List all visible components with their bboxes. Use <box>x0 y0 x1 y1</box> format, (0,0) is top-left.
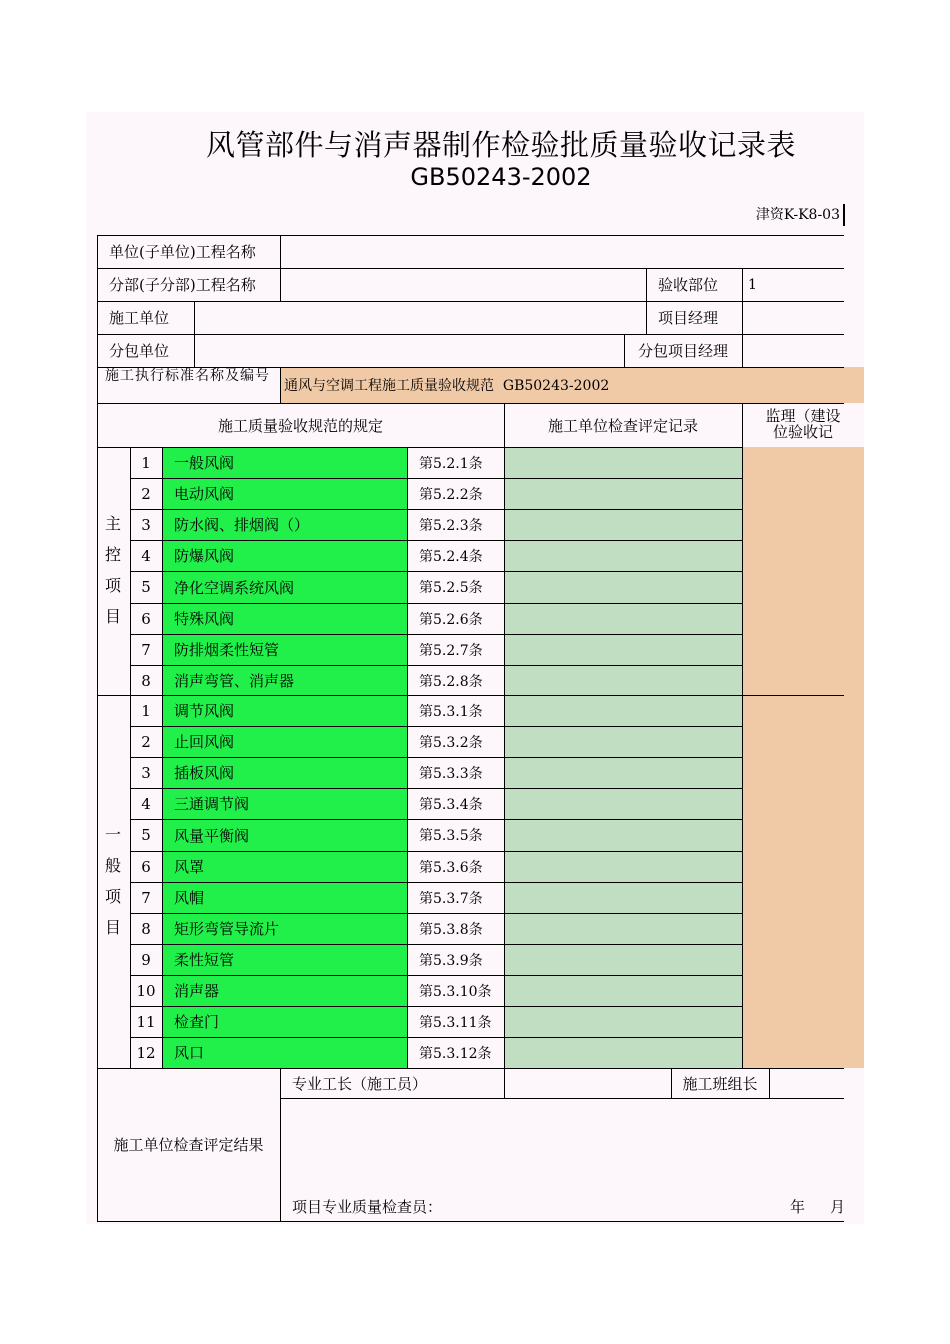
form-title: 风管部件与消声器制作检验批质量验收记录表 <box>205 128 796 162</box>
grid-line <box>130 882 742 883</box>
item-clause: 第5.2.5条 <box>419 580 483 596</box>
result-section-label: 施工单位检查评定结果 <box>113 1136 264 1154</box>
grid-line <box>97 367 844 368</box>
grid-line <box>130 757 742 758</box>
contractor-value[interactable] <box>194 301 646 334</box>
check-record-cell[interactable] <box>504 788 742 819</box>
check-record-cell[interactable] <box>504 540 742 571</box>
item-number: 4 <box>141 794 151 813</box>
grid-line <box>130 509 742 510</box>
sub-project-manager-value[interactable] <box>742 334 843 367</box>
check-record-cell[interactable] <box>504 757 742 788</box>
check-record-cell[interactable] <box>504 913 742 944</box>
grid-line <box>130 634 742 635</box>
grid-line <box>280 1098 844 1099</box>
grid-line <box>97 301 844 302</box>
grid-line <box>504 403 505 1098</box>
item-name: 柔性短管 <box>162 944 407 975</box>
acceptance-part-value[interactable]: 1 <box>748 276 757 293</box>
check-column-header: 施工单位检查评定记录 <box>547 416 698 435</box>
check-record-cell[interactable] <box>504 882 742 913</box>
item-clause: 第5.3.3条 <box>419 765 483 782</box>
grid-line <box>769 1068 770 1098</box>
grid-line <box>671 1068 672 1098</box>
item-number: 2 <box>141 732 151 751</box>
item-name: 调节风阀 <box>162 695 407 726</box>
group-char: 项 <box>104 887 121 906</box>
item-name: 风量平衡阀 <box>162 819 407 851</box>
grid-line <box>130 913 742 914</box>
item-clause: 第5.2.8条 <box>419 673 483 690</box>
item-name: 防排烟柔性短管 <box>162 634 407 665</box>
item-number: 6 <box>141 609 151 628</box>
item-name: 电动风阀 <box>162 478 407 509</box>
item-number: 9 <box>141 950 151 969</box>
grid-line <box>130 851 742 852</box>
supervisor-header-line1: 监理（建设 <box>765 407 841 425</box>
check-record-cell[interactable] <box>504 819 742 851</box>
grid-line <box>97 235 98 1222</box>
grid-line <box>130 975 742 976</box>
general-group-label <box>98 819 128 943</box>
group-char: 控 <box>104 545 121 564</box>
grid-line <box>130 726 742 727</box>
item-name: 防水阀、排烟阀（） <box>162 509 407 540</box>
exec-standard-value[interactable]: 通风与空调工程施工质量验收规范 GB50243-2002 <box>280 367 864 403</box>
check-record-cell[interactable] <box>504 509 742 540</box>
unit-project-label: 单位(子单位)工程名称 <box>109 243 256 261</box>
item-number: 10 <box>136 981 156 1000</box>
grid-line <box>97 695 844 696</box>
item-number: 12 <box>136 1043 156 1062</box>
foreman-value[interactable] <box>504 1068 671 1098</box>
team-leader-label: 施工班组长 <box>682 1074 758 1093</box>
project-manager-value[interactable] <box>742 301 843 334</box>
grid-line <box>742 268 743 367</box>
item-number: 5 <box>141 578 151 596</box>
acceptance-part-label: 验收部位 <box>658 276 719 294</box>
grid-line <box>97 235 844 236</box>
check-record-cell[interactable] <box>504 665 742 696</box>
grid-line <box>624 334 625 367</box>
inspector-label: 项目专业质量检查员： <box>292 1197 443 1216</box>
supervisor-column-header <box>742 403 864 447</box>
grid-line <box>97 334 844 335</box>
item-clause: 第5.3.6条 <box>419 859 483 876</box>
item-name: 净化空调系统风阀 <box>162 571 407 603</box>
project-manager-label: 项目经理 <box>658 309 719 327</box>
standard-number: GB50243-2002 <box>410 163 592 191</box>
item-clause: 第5.2.6条 <box>419 611 483 628</box>
group-char: 目 <box>104 918 121 937</box>
item-name: 消声器 <box>162 975 407 1006</box>
grid-line <box>130 1037 742 1038</box>
item-clause: 第5.3.9条 <box>419 952 483 969</box>
item-clause: 第5.2.7条 <box>419 642 483 659</box>
item-name: 消声弯管、消声器 <box>162 665 407 696</box>
item-name: 一般风阀 <box>162 447 407 478</box>
item-number: 8 <box>141 671 151 690</box>
item-number: 1 <box>141 701 151 720</box>
result-comments[interactable] <box>280 1098 843 1188</box>
grid-line <box>97 1068 844 1069</box>
item-name: 防爆风阀 <box>162 540 407 571</box>
item-clause: 第5.3.11条 <box>419 1014 492 1031</box>
form-code: 津资K-K8-03 <box>755 207 840 223</box>
check-record-cell[interactable] <box>504 695 742 726</box>
item-clause: 第5.3.8条 <box>419 921 483 938</box>
cell-cursor <box>843 204 845 226</box>
exec-standard-label: 施工执行标准名称及编号 <box>105 368 270 384</box>
item-clause: 第5.3.12条 <box>419 1045 492 1062</box>
group-char: 般 <box>104 856 121 875</box>
contractor-label: 施工单位 <box>109 309 170 327</box>
item-number: 11 <box>136 1012 156 1031</box>
grid-line <box>646 268 647 334</box>
item-clause: 第5.3.4条 <box>419 796 483 813</box>
item-name: 三通调节阀 <box>162 788 407 819</box>
sub-project-label: 分部(子分部)工程名称 <box>109 276 256 294</box>
grid-line <box>97 447 742 448</box>
item-number: 3 <box>141 763 151 782</box>
item-number: 4 <box>141 546 151 565</box>
item-clause: 第5.3.1条 <box>419 703 483 720</box>
item-number: 8 <box>141 919 151 938</box>
grid-line <box>130 478 742 479</box>
grid-line <box>742 403 743 1068</box>
item-clause: 第5.2.4条 <box>419 548 483 565</box>
check-record-cell[interactable] <box>504 851 742 882</box>
grid-line <box>130 540 742 541</box>
item-clause: 第5.2.3条 <box>419 517 483 534</box>
grid-line <box>97 403 844 404</box>
item-clause: 第5.3.7条 <box>419 890 483 907</box>
grid-line <box>130 665 742 666</box>
group-char: 项 <box>104 576 121 595</box>
item-name: 检查门 <box>162 1006 407 1037</box>
unit-project-value[interactable] <box>280 235 843 268</box>
check-record-cell[interactable] <box>504 1006 742 1037</box>
check-record-cell[interactable] <box>504 634 742 665</box>
grid-line <box>97 1221 844 1222</box>
check-record-cell[interactable] <box>504 478 742 509</box>
item-name: 特殊风阀 <box>162 603 407 634</box>
item-number: 3 <box>141 515 151 534</box>
grid-line <box>194 301 195 367</box>
general-supervisor-record[interactable] <box>742 695 864 1068</box>
grid-line <box>280 1068 281 1222</box>
grid-line <box>130 944 742 945</box>
sub-project-value[interactable] <box>280 268 646 301</box>
group-char: 一 <box>104 825 121 844</box>
group-char: 目 <box>104 607 121 626</box>
foreman-label: 专业工长（施工员） <box>292 1074 428 1093</box>
item-number: 1 <box>141 453 151 472</box>
subcontractor-label: 分包单位 <box>109 342 170 360</box>
check-record-cell[interactable] <box>504 975 742 1006</box>
group-char: 主 <box>104 514 121 533</box>
main-control-supervisor-record[interactable] <box>742 447 864 695</box>
item-number: 6 <box>141 857 151 876</box>
grid-line <box>280 235 281 301</box>
item-name: 矩形弯管导流片 <box>162 913 407 944</box>
item-clause: 第5.2.1条 <box>419 455 483 472</box>
item-clause: 第5.3.2条 <box>419 734 483 751</box>
item-name: 插板风阀 <box>162 757 407 788</box>
item-name: 止回风阀 <box>162 726 407 757</box>
check-record-cell[interactable] <box>504 944 742 975</box>
check-record-cell[interactable] <box>504 571 742 603</box>
grid-line <box>130 819 742 820</box>
item-name: 风帽 <box>162 882 407 913</box>
year-label: 年 <box>790 1198 806 1216</box>
main-control-group-label <box>98 508 128 632</box>
month-label: 月 <box>830 1198 846 1216</box>
sub-project-manager-label: 分包项目经理 <box>637 342 728 360</box>
item-clause: 第5.3.5条 <box>419 828 483 844</box>
item-number: 7 <box>141 888 151 907</box>
grid-line <box>280 367 281 403</box>
check-record-cell[interactable] <box>504 726 742 757</box>
item-number: 7 <box>141 640 151 659</box>
item-number: 5 <box>141 826 151 844</box>
subcontractor-value[interactable] <box>194 334 624 367</box>
check-record-cell[interactable] <box>504 603 742 634</box>
spec-column-header: 施工质量验收规范的规定 <box>217 416 383 435</box>
check-record-cell[interactable] <box>504 447 742 478</box>
item-name: 风罩 <box>162 851 407 882</box>
grid-line <box>130 571 742 572</box>
grid-line <box>130 1006 742 1007</box>
grid-line <box>130 603 742 604</box>
item-clause: 第5.2.2条 <box>419 486 483 503</box>
grid-line <box>97 268 844 269</box>
item-number: 2 <box>141 484 151 503</box>
item-clause: 第5.3.10条 <box>419 983 492 1000</box>
supervisor-header-line2: 位验收记 <box>772 423 833 441</box>
grid-line <box>130 788 742 789</box>
check-record-cell[interactable] <box>504 1037 742 1068</box>
item-name: 风口 <box>162 1037 407 1068</box>
team-leader-value[interactable] <box>769 1068 843 1098</box>
